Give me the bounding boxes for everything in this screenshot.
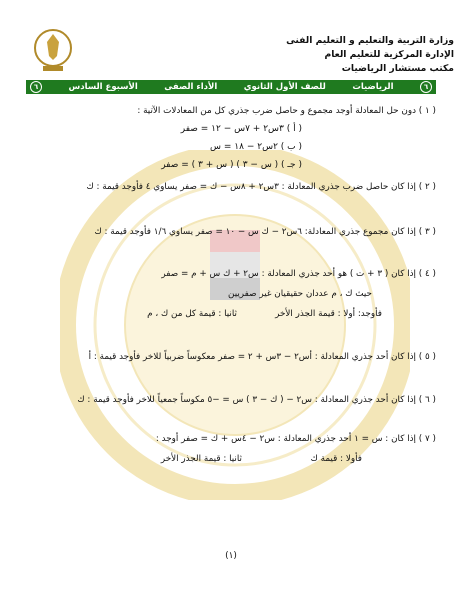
question-5: ( ٥ ) إذا كان أحد جذري المعادلة : أس٢ − ٣س + ٢ = صفر معكوساً ضربياً للاخر فأوجد قيمة : أ <box>88 352 436 362</box>
question-2: ( ٢ ) إذا كان حاصل ضرب جذري المعادلة : ٣س٢ + ٨س − ك = صفر يساوي ٤ فأوجد قيمة : ك <box>86 182 436 192</box>
header-line-1: وزارة التربية والتعليم و التعليم الفنى <box>286 35 454 46</box>
bar-type: الأداء الصفى <box>164 82 218 92</box>
question-7-part-2: ثانيا : قيمة الجذر الأخر <box>160 454 242 464</box>
header-line-3: مكتب مستشار الرياضيات <box>341 63 454 74</box>
header-line-2: الإدارة المركزية للتعليم العام <box>324 49 454 60</box>
ministry-header <box>244 34 454 76</box>
bar-week: الأسبوع السادس <box>68 82 138 92</box>
title-bar <box>26 80 436 94</box>
ministry-logo-icon <box>32 26 74 74</box>
question-4-part-1: فأوجد: أولا : قيمة الجذر الأخر <box>275 309 382 319</box>
question-4-part-2: ثانيا : قيمة كل من ك ، م <box>147 309 237 319</box>
bar-subject: الرياضيات <box>352 82 394 92</box>
question-3: ( ٣ ) إذا كان مجموع جذري المعادلة: ٦س٢ − ك س − ١٠ = صفر يساوي ١/٦ فأوجد قيمة : ك <box>94 227 436 237</box>
bar-grade: للصف الأول الثانوي <box>243 82 326 92</box>
question-1c: ( جـ ) ( س − ٣ ) ( س + ٣ ) = صفر <box>161 160 302 170</box>
question-7-part-1: فأولا : قيمة ك <box>310 454 362 464</box>
question-6: ( ٦ ) إذا كان أحد جذري المعادلة : س٢ − ( ك − ٣ ) س = −٥ مكوساً جمعياً للاخر فأوجد قيمة : ك <box>77 395 436 405</box>
question-7: ( ٧ ) إذا كان : س = ١ أحد جذري المعادلة : س٢ − ٤س + ك = صفر أوجد : <box>155 434 436 444</box>
question-4-condition: حيث ك ، م عددان حقيقيان غير صفريين <box>228 289 372 299</box>
bar-number-left: ٦ <box>30 81 42 93</box>
question-1: ( ١ ) دون حل المعادلة أوجد مجموع و حاصل ضرب جذري كل من المعادلات الآتية : <box>137 106 436 116</box>
question-1a: ( أ ) ٣س٢ + ٧س − ١٢ = صفر <box>180 124 302 134</box>
bar-number-right: ٦ <box>420 81 432 93</box>
page-number: (١) <box>225 551 237 561</box>
question-1b: ( ب ) ٢س٢ − ١٨ = س <box>210 142 302 152</box>
question-4: ( ٤ ) إذا كان ( ٣ + ت ) هو أحد جذري المعادلة : س٢ + ك س + م = صفر <box>161 269 436 279</box>
ministry-watermark <box>60 150 410 500</box>
